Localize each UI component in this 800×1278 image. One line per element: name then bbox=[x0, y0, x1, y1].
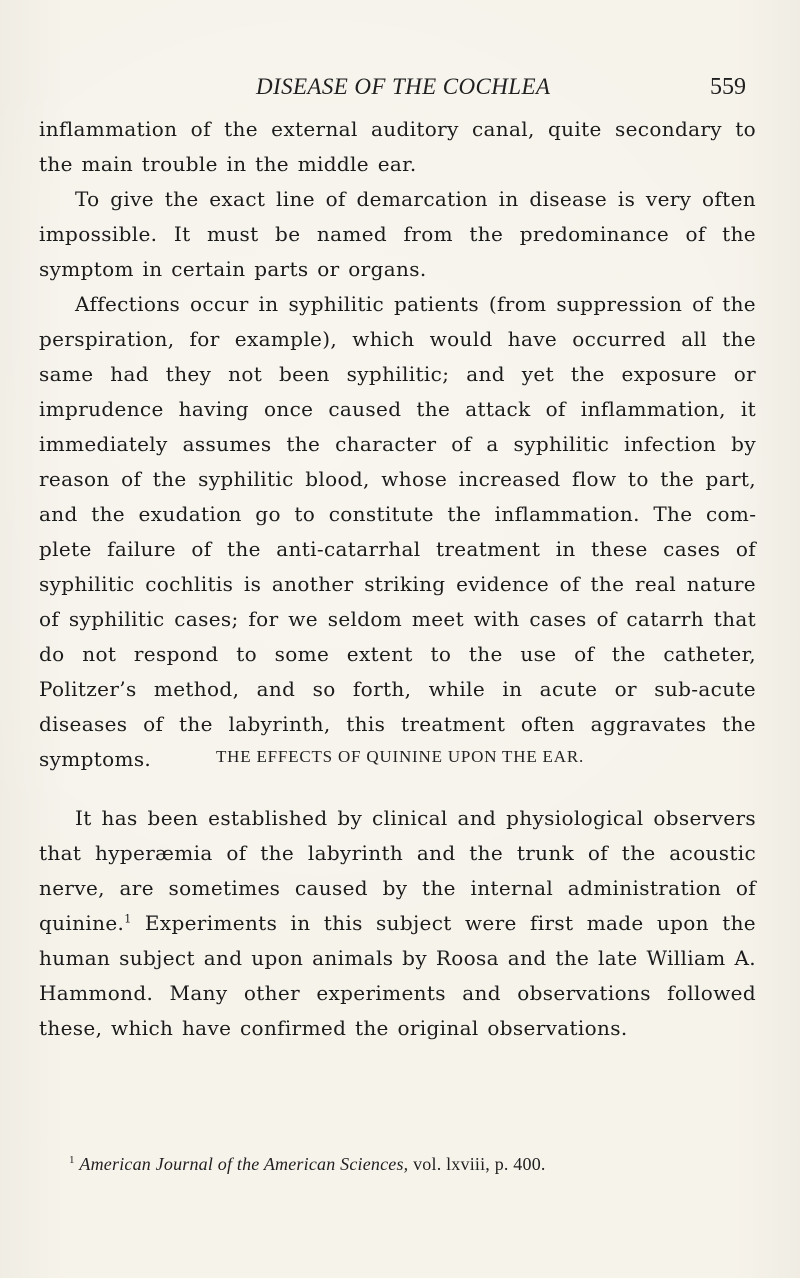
paragraph-4-part-2: Experiments in this subject were first made upon the human subject and upon animals by Roosa and the late William A. Hammond. Many other experiments and observations followed these, which have confirmed the original observations. bbox=[39, 911, 756, 1040]
footnote-reference: 1 bbox=[124, 912, 132, 926]
paragraph-3: Affections occur in syphilitic patients (from suppression of the perspiration, for example), which would have occurred all the same had they not been syphilitic; and yet the exposure or imprudence having once caused the attack of inflammation, it immediately assumes the character of a syphilitic infection by reason of the syphilitic blood, whose increased flow to the part, and the exudation go to constitute the inflammation. The complete failure of the anti-catarrhal treatment in these cases of syphilitic cochlitis is another striking evidence of the real nature of syphilitic cases; for we seldom meet with cases of catarrh that do not respond to some extent to the use of the catheter, Politzer’s method, and so forth, while in acute or sub-acute diseases of the labyrinth, this treatment often aggravates the symptoms. bbox=[39, 292, 756, 771]
running-head bbox=[0, 74, 800, 100]
footnote-title: American Journal of the American Sciences, bbox=[79, 1154, 409, 1174]
paragraph-4-part-1: It has been established by clinical and physiological observers that hyperæmia of the labyrinth and the trunk of the acoustic nerve, are sometimes caused by the internal administration of quinine. bbox=[39, 806, 756, 935]
running-title: DISEASE OF THE COCHLEA bbox=[256, 74, 551, 99]
section-text bbox=[39, 781, 756, 1066]
page-number: 559 bbox=[710, 74, 746, 100]
footnote-marker: 1 bbox=[69, 1154, 75, 1166]
main-text bbox=[39, 112, 756, 777]
section-heading: THE EFFECTS OF QUININE UPON THE EAR. bbox=[215, 747, 585, 766]
paragraph-4 bbox=[39, 801, 756, 1046]
footnote-details: vol. lxviii, p. 400. bbox=[408, 1154, 546, 1174]
paragraph-2: To give the exact line of demarcation in disease is very often impossible. It must be named from the predominance of the symptom in certain parts or organs. bbox=[39, 187, 756, 281]
footnote bbox=[69, 1154, 546, 1175]
paragraph-1: inflammation of the external auditory canal, quite secondary to the main trouble in the middle ear. bbox=[39, 117, 756, 176]
